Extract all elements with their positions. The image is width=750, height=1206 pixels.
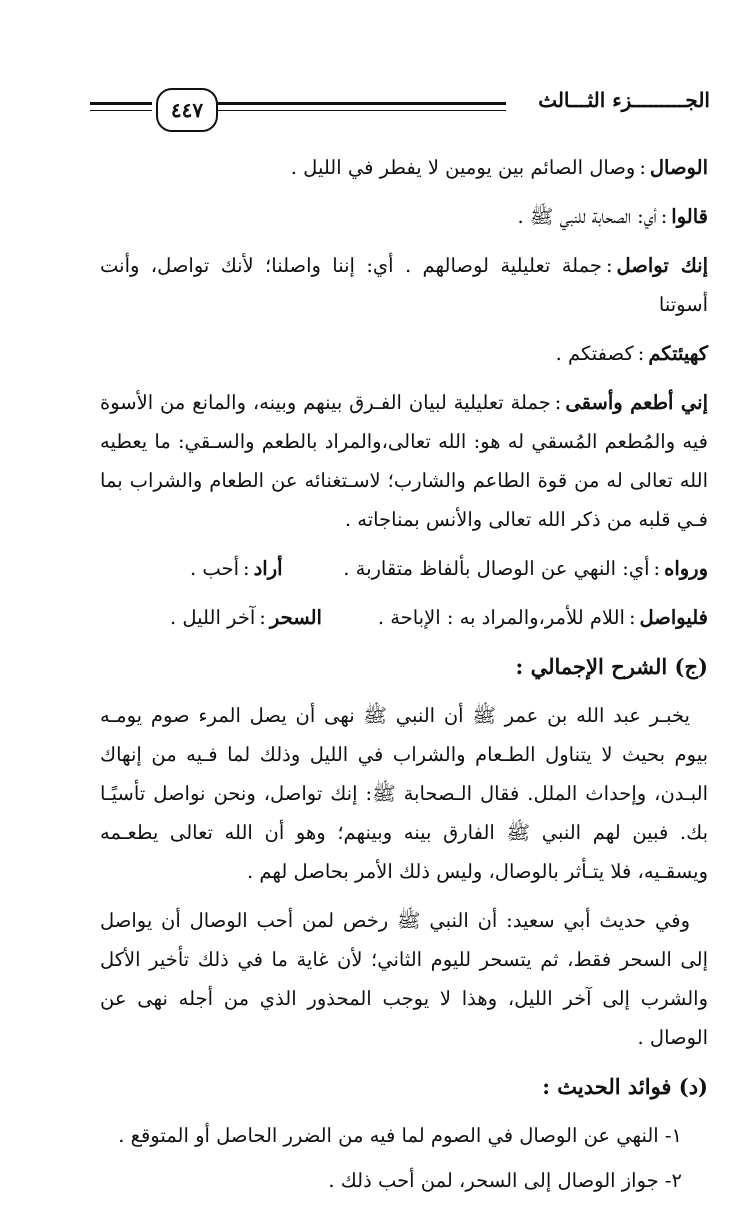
header-rule-left-thin bbox=[90, 110, 152, 111]
paragraph: يخبـر عبد الله بن عمر ﷺ أن النبي ﷺ نهى أن يصل المرء صوم يومـه بيوم بحيث لا يتناول الطـعام والشراب في الليل وذلك لما فـيه من إنهاك البـدن، وإحداث الملل. فقال الـصحابة ﷺ: إنك تواصل، ونحن نواصل تأسيًـا بك. فبين لهم النبي ﷺ الفارق بينه وبينهم؛ وهو أن الله تعالى يطعـمه ويسقـيه، فلا يتـأثر بالوصال، وليس ذلك الأمر بحاصل لهم . bbox=[100, 704, 708, 883]
gloss-term: فليواصل bbox=[639, 606, 708, 629]
gloss-entry bbox=[100, 246, 708, 324]
gloss-term: السحر bbox=[269, 606, 322, 629]
gloss-entry bbox=[100, 148, 708, 187]
colon: : bbox=[653, 557, 661, 580]
page-header bbox=[90, 82, 710, 142]
gloss-term: الوصال bbox=[649, 156, 708, 179]
page-body bbox=[100, 148, 708, 1206]
colon: : bbox=[259, 606, 266, 629]
gloss-term: ورواه bbox=[664, 557, 708, 580]
section-heading: (ج) الشرح الإجمالي : bbox=[515, 654, 708, 679]
paragraph: وفي حديث أبي سعيد: أن النبي ﷺ رخص لمن أحب الوصال أن يواصل إلى السحر فقط، ثم يتسحر لليوم الثاني؛ لأن غاية ما في ذلك تأخير الأكل والشرب إلى آخر الليل، وهذا لا يوجب المحذور الذي من أجله نهى عن الوصال . bbox=[100, 909, 708, 1049]
colon: : bbox=[605, 254, 613, 277]
gloss-def: وصال الصائم بين يومين لا يفطر في الليل . bbox=[290, 156, 636, 179]
colon: : bbox=[660, 205, 668, 228]
list-item: ٢- جواز الوصال إلى السحر، لمن أحب ذلك . bbox=[328, 1169, 682, 1192]
gloss-term: أراد bbox=[253, 557, 283, 580]
colon: : bbox=[639, 156, 646, 179]
gloss-pair-row bbox=[100, 549, 708, 588]
gloss-term: إني أطعم وأسقى bbox=[565, 391, 708, 414]
gloss-def: كصفتكم . bbox=[555, 342, 634, 365]
header-rule-thin bbox=[216, 110, 506, 111]
volume-title: الجـــــــــزء الثـــالث bbox=[538, 88, 710, 112]
page-number: ٤٤٧ bbox=[156, 88, 218, 132]
gloss-pair-left bbox=[100, 598, 322, 637]
colon: : bbox=[628, 606, 636, 629]
header-rule-left-thick bbox=[90, 102, 152, 105]
gloss-def: اللام للأمر،والمراد به : الإباحة . bbox=[377, 606, 625, 629]
header-rule-thick bbox=[216, 102, 506, 105]
gloss-def: جملة تعليلية لبيان الفـرق بينهم وبينه، والمانع من الأسوة فيه والمُطعم المُسقي له هو: الله تعالى،والمراد بالطعم والسـقي: ما يعطيه الله تعالى له من قوة الطاعم والشارب؛ لاسـتغنائه عن الطعام والشراب بما فـي قلبه من ذكر الله تعالى والأنس بمناجاته . bbox=[100, 391, 708, 531]
colon: : bbox=[637, 342, 645, 365]
gloss-pair-right bbox=[378, 598, 708, 637]
gloss-def: أي: النهي عن الوصال بألفاظ متقاربة . bbox=[343, 557, 650, 580]
gloss-def: أي: الصحابة للنبي ﷺ . bbox=[517, 205, 657, 228]
section-heading: (د) فوائد الحديث : bbox=[542, 1074, 708, 1099]
gloss-pair-left bbox=[100, 549, 283, 588]
list-item: ١- النهي عن الوصال في الصوم لما فيه من الضرر الحاصل أو المتوقع . bbox=[118, 1124, 682, 1147]
gloss-entry bbox=[100, 383, 708, 539]
gloss-def: آخر الليل . bbox=[170, 606, 256, 629]
gloss-term: كهيئتكم bbox=[648, 342, 708, 365]
gloss-pair-row bbox=[100, 598, 708, 637]
colon: : bbox=[243, 557, 250, 580]
gloss-def: جملة تعليلية لوصالهم . أي: إننا واصلنا؛ لأنك تواصل، وأنت أسوتنا bbox=[100, 254, 708, 316]
gloss-term: إنك تواصل bbox=[616, 254, 709, 277]
gloss-entry bbox=[100, 197, 708, 236]
gloss-def: أحب . bbox=[190, 557, 240, 580]
gloss-entry bbox=[100, 334, 708, 373]
colon: : bbox=[554, 391, 562, 414]
gloss-term: قالوا bbox=[671, 205, 708, 228]
gloss-pair-right bbox=[343, 549, 708, 588]
